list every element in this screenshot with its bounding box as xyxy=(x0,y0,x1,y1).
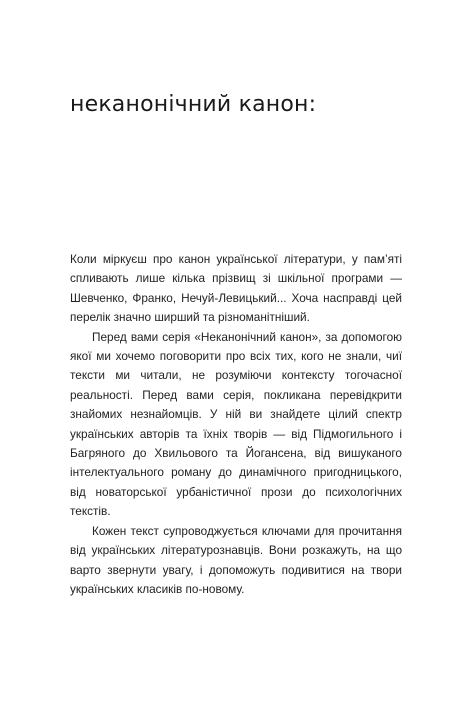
body-text xyxy=(70,250,402,599)
paragraph-3: Кожен текст супроводжується ключами для прочитання від українських літературознавців. Вони розкажуть, на що варто звернути увагу, і допоможуть подивитися на твори українських класиків по-новому. xyxy=(70,523,402,596)
paragraph-2: Перед вами серія «Неканонічний канон», за допомогою якої ми хочемо поговорити про всіх тих, кого не знали, чиї тексти ми читали, не розуміючи контексту тогочасної реальності. Перед вами серія, покликана перевідкрити знайомих незнайомців. У ній ви знайдете цілий спектр українських авторів та їхніх творів — від Підмогильного і Багряного до Хвильового та Йогансена, від вишуканого інтелектуального роману до динамічного пригодницького, від новаторської урбаністичної прози до психологічних текстів. xyxy=(70,329,402,519)
page-title: неканонічний канон: xyxy=(70,92,317,117)
paragraph-1: Коли міркуєш про канон української літератури, у пам’яті спливають лише кілька прізвищ зі шкільної програми — Шевченко, Франко, Нечуй-Левицький... Хоча насправді цей перелік значно ширший та різноманітніший. xyxy=(70,252,402,325)
